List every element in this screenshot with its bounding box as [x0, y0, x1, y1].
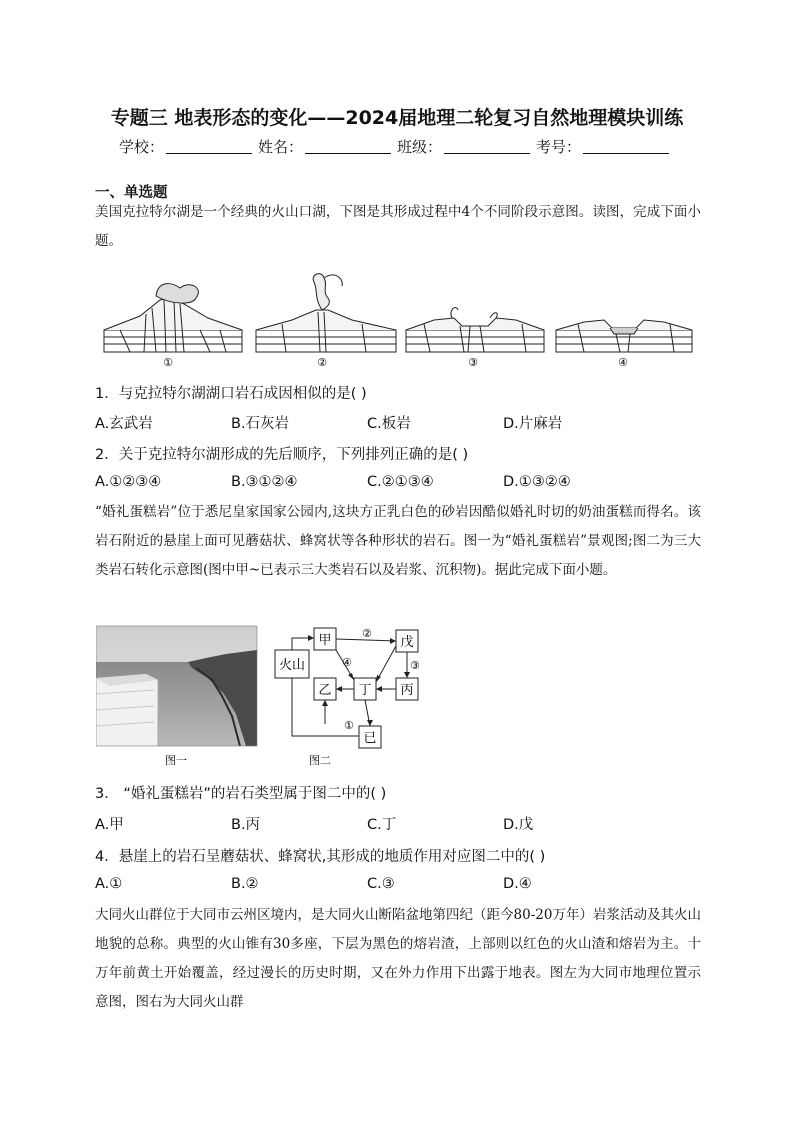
q4-option-b[interactable]: B.②: [231, 876, 259, 892]
number-blank[interactable]: [583, 139, 669, 154]
figure-caption-1: 图一: [165, 754, 187, 767]
number-label: 考号：: [536, 138, 582, 156]
q1-option-a[interactable]: A.玄武岩: [95, 416, 153, 432]
name-label: 姓名：: [257, 138, 303, 156]
passage-datong-volcanoes: 大同火山群位于大同市云州区境内，是大同火山断陷盆地第四纪（距今80-20万年）岩浆活动及其火山地貌的总称。典型的火山锥有30多座，下层为黑色的熔岩渣，上部则以红色的火山渣和熔岩为主。十万年前黄土开始覆盖，经过漫长的历史时期，又在外力作用下出露于地表。图左为大同市地理位置示意图，图右为大同火山群: [95, 907, 701, 1010]
rock-cycle-diagram: [275, 627, 420, 748]
q2-option-b[interactable]: B.③①②④: [231, 474, 298, 490]
crater-lake-stages-figure: [100, 268, 696, 370]
arrow-label-2: ②: [362, 627, 372, 640]
stage-1-diagram: [104, 284, 242, 352]
q4-option-c[interactable]: C.③: [367, 876, 395, 892]
passage-crater-lake: 美国克拉特尔湖是一个经典的火山口湖，下图是其形成过程中4个不同阶段示意图。读图，完成下面小题。: [95, 204, 701, 249]
question-4-options: [95, 876, 715, 892]
question-3-stem: 3． “婚礼蛋糕岩”的岩石类型属于图二中的( ): [95, 786, 387, 802]
q1-option-d[interactable]: D.片麻岩: [503, 416, 563, 432]
q2-option-d[interactable]: D.①③②④: [503, 474, 571, 490]
passage-wedding-cake-rock: “婚礼蛋糕岩”位于悉尼皇家国家公园内,这块方正乳白色的砂岩因酷似婚礼时切的奶油蛋糕而得名。该岩石附近的悬崖上面可见蘑菇状、蜂窝状等各种形状的岩石。图一为“婚礼蛋糕岩”景观图;图二为三大类岩石转化示意图(图中甲~已表示三大类岩石以及岩浆、沉积物)。据此完成下面小题。: [95, 504, 701, 578]
arrow-label-3: ③: [410, 659, 420, 672]
stage-label-4: ④: [618, 356, 628, 369]
label-yi: 乙: [318, 683, 332, 698]
q3-option-c[interactable]: C.丁: [367, 817, 397, 833]
question-3-options: [95, 813, 715, 834]
stage-label-2: ②: [317, 356, 327, 369]
stage-label-1: ①: [163, 356, 173, 369]
arrow-label-4: ④: [342, 656, 352, 669]
class-blank[interactable]: [444, 139, 530, 154]
label-volcano: 火山: [278, 658, 306, 673]
question-2-stem: 2．关于克拉特尔湖形成的先后顺序，下列排列正确的是( ): [95, 447, 469, 463]
wedding-cake-rock-figures: [96, 624, 436, 770]
q3-option-b[interactable]: B.丙: [231, 817, 261, 833]
q2-option-a[interactable]: A.①②③④: [95, 474, 162, 490]
stage-4-diagram: [556, 320, 692, 352]
name-blank[interactable]: [305, 139, 391, 154]
q2-option-c[interactable]: C.②①③④: [367, 474, 434, 490]
label-wu: 戊: [400, 635, 414, 650]
student-info-row: [0, 136, 794, 157]
q3-option-d[interactable]: D.戊: [503, 817, 534, 833]
stage-2-diagram: [256, 274, 396, 352]
question-2-options: [95, 474, 715, 490]
q1-option-c[interactable]: C.板岩: [367, 416, 411, 432]
label-ding: 丁: [358, 683, 372, 698]
label-jia: 甲: [318, 633, 332, 648]
q3-option-a[interactable]: A.甲: [95, 817, 124, 833]
page-title: 专题三 地表形态的变化——2024届地理二轮复习自然地理模块训练: [110, 107, 684, 129]
label-ji: 已: [363, 731, 377, 746]
q4-option-a[interactable]: A.①: [95, 876, 123, 892]
school-label: 学校：: [118, 138, 164, 156]
label-bing: 丙: [400, 683, 414, 698]
school-blank[interactable]: [166, 139, 252, 154]
class-label: 班级：: [397, 138, 443, 156]
question-1-options: [95, 412, 715, 433]
question-4-stem: 4．悬崖上的岩石呈蘑菇状、蜂窝状,其形成的地质作用对应图二中的( ): [95, 849, 546, 865]
section-heading: 一、单选题: [95, 185, 168, 201]
stage-label-3: ③: [468, 356, 478, 369]
stage-3-diagram: [406, 308, 544, 352]
arrow-label-1: ①: [344, 719, 354, 732]
figure-caption-2: 图二: [309, 754, 331, 767]
q4-option-d[interactable]: D.④: [503, 876, 532, 892]
question-1-stem: 1．与克拉特尔湖湖口岩石成因相似的是( ): [95, 386, 367, 402]
wedding-cake-rock-photo: [96, 626, 257, 746]
q1-option-b[interactable]: B.石灰岩: [231, 416, 290, 432]
